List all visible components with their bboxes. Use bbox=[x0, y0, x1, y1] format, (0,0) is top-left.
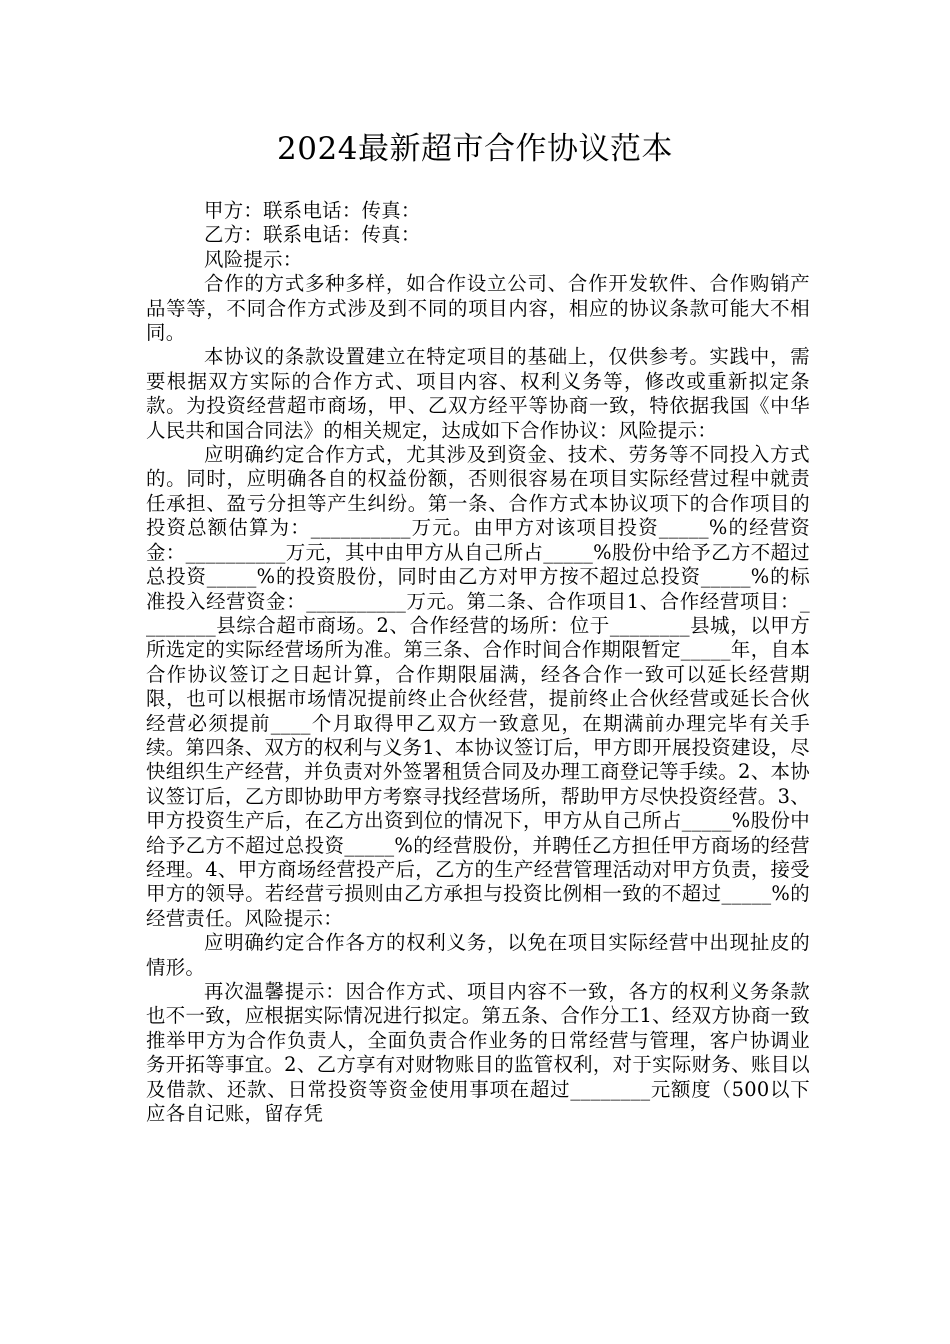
document-title: 2024最新超市合作协议范本 bbox=[277, 131, 673, 167]
body-paragraph: 应明确约定合作各方的权利义务，以免在项目实际经营中出现扯皮的情形。 bbox=[146, 931, 810, 979]
risk-notice-heading: 风险提示： bbox=[204, 247, 303, 271]
body-paragraph: 合作的方式多种多样，如合作设立公司、合作开发软件、合作购销产品等等，不同合作方式涉及到不同的项目内容，相应的协议条款可能大不相同。 bbox=[146, 272, 810, 345]
body-paragraph: 再次温馨提示：因合作方式、项目内容不一致，各方的权利义务条款也不一致，应根据实际情况进行拟定。第五条、合作分工1、经双方协商一致推举甲方为合作负责人，全面负责合作业务的日常经营与管理，客户协调业务开拓等事宜。2、乙方享有对财物账目的监管权利，对于实际财务、账目以及借款、还款、日常投资等资金使用事项在超过________元额度（500以下应各自记账，留存凭 bbox=[146, 980, 810, 1126]
party-b-line: 乙方：联系电话：传真： bbox=[204, 223, 421, 247]
party-a-line: 甲方：联系电话：传真： bbox=[204, 199, 421, 222]
body-paragraph: 本协议的条款设置建立在特定项目的基础上，仅供参考。实践中，需要根据双方实际的合作方式、项目内容、权利义务等，修改或重新拟定条款。为投资经营超市商场，甲、乙双方经平等协商一致，特依据我国《中华人民共和国合同法》的相关规定，达成如下合作协议：风险提示： bbox=[146, 345, 810, 442]
body-paragraph: 应明确约定合作方式，尤其涉及到资金、技术、劳务等不同投入方式的。同时，应明确各自的权益份额，否则很容易在项目实际经营过程中就责任承担、盈亏分担等产生纠纷。第一条、合作方式本协议项下的合作项目的投资总额估算为：__________万元。由甲方对该项目投资_____%的经营资金：__________万元，其中由甲方从自己所占_____%股份中给予乙方不超过总投资_____%的投资股份，同时由乙方对甲方按不超过总投资_____%的标准投入经营资金：__________万元。第二条、合作项目1、合作经营项目：________县综合超市商场。2、合作经营的场所：位于________县城，以甲方所选定的实际经营场所为准。第三条、合作时间合作期限暂定_____年，自本合作协议签订之日起计算，合作期限届满，经各合作一致可以延长经营期限，也可以根据市场情况提前终止合伙经营，提前终止合伙经营或延长合伙经营必须提前____个月取得甲乙双方一致意见，在期满前办理完毕有关手续。第四条、双方的权利与义务1、本协议签订后，甲方即开展投资建设，尽快组织生产经营，并负责对外签署租赁合同及办理工商登记等手续。2、本协议签订后，乙方即协助甲方考察寻找经营场所，帮助甲方尽快投资经营。3、甲方投资生产后，在乙方出资到位的情况下，甲方从自己所占_____%股份中给予乙方不超过总投资_____%的经营股份，并聘任乙方担任甲方商场的经营经理。4、甲方商场经营投产后，乙方的生产经营管理活动对甲方负责，接受甲方的领导。若经营亏损则由乙方承担与投资比例相一致的不超过_____%的经营责任。风险提示： bbox=[146, 443, 810, 930]
document-body bbox=[146, 199, 810, 1126]
